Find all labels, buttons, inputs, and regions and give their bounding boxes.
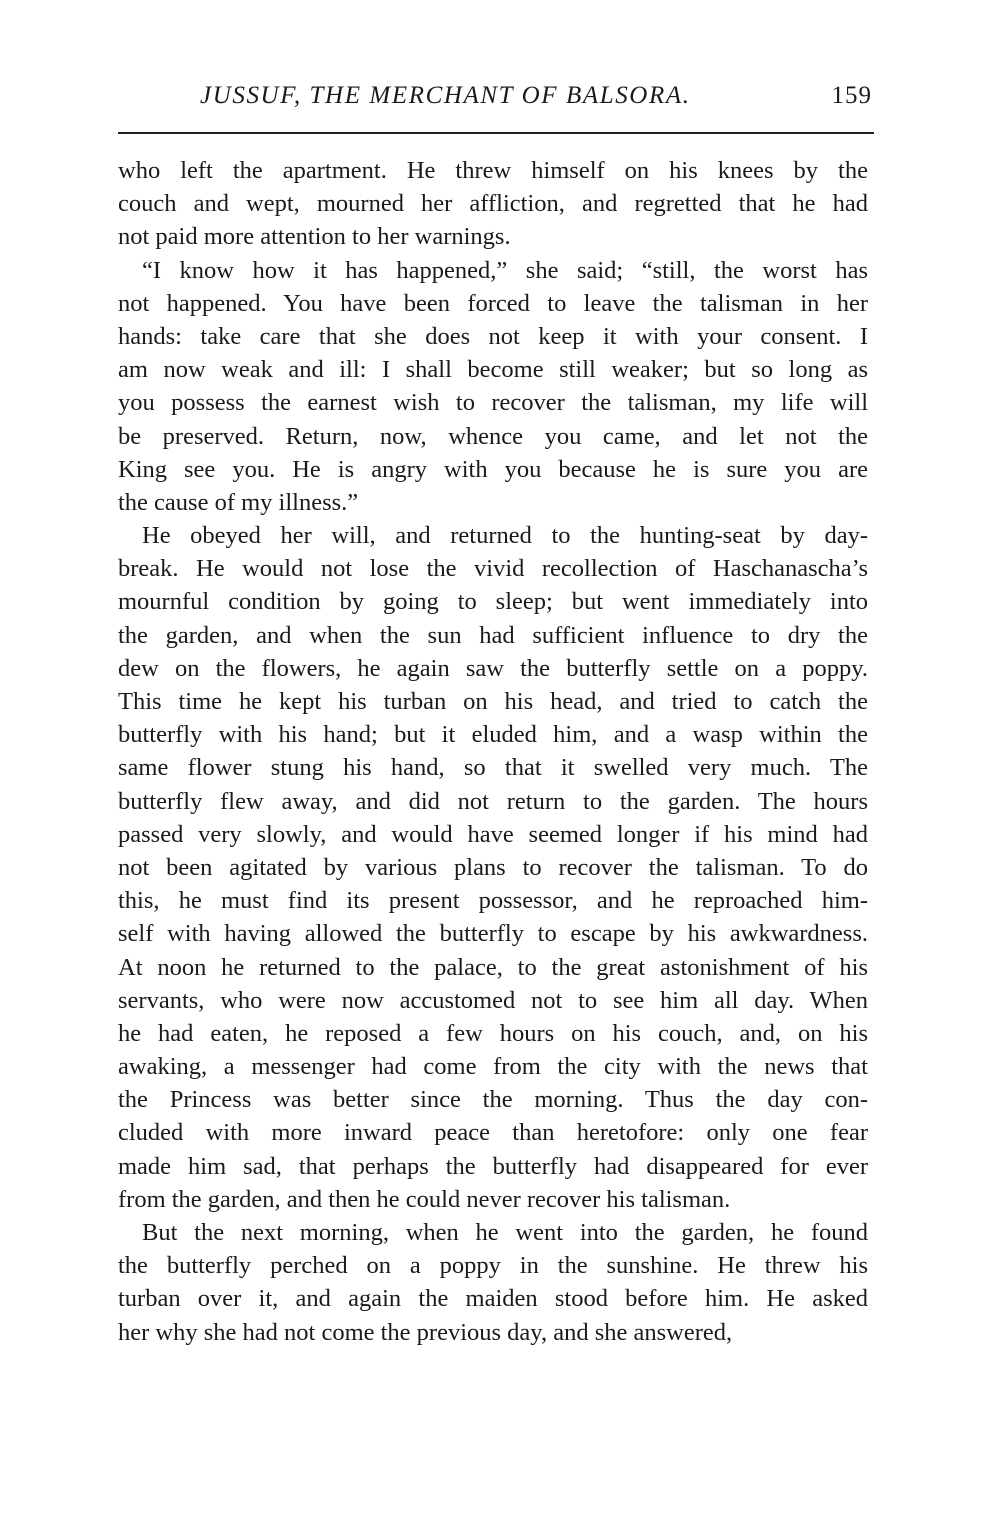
text-line: from the garden, and then he could never recover his talisman. — [118, 1185, 731, 1213]
text-line: turban over it, and again the maiden stood before him. He asked — [118, 1285, 868, 1313]
text-line: this, he must find its present possessor, and he reproached him- — [118, 887, 868, 915]
text-line: servants, who were now accustomed not to see him all day. When — [118, 986, 868, 1014]
paragraph — [118, 254, 868, 520]
text-line: he had eaten, he reposed a few hours on his couch, and, on his — [118, 1019, 868, 1047]
text-line: This time he kept his turban on his head, and tried to catch the — [118, 688, 868, 715]
running-header — [118, 82, 876, 122]
text-line: cluded with more inward peace than heretofore: only one fear — [118, 1119, 868, 1147]
text-line: But the next morning, when he went into the garden, he found — [142, 1219, 868, 1246]
paragraph — [118, 1216, 868, 1349]
text-line: At noon he returned to the palace, to the great astonishment of his — [118, 953, 868, 981]
header-rule — [118, 132, 874, 134]
text-line: break. He would not lose the vivid recollection of Haschanascha’s — [118, 555, 868, 583]
text-line: made him sad, that perhaps the butterfly had disappeared for ever — [118, 1152, 868, 1180]
text-line: her why she had not come the previous day, and she answered, — [118, 1318, 733, 1346]
text-line: the Princess was better since the morning. Thus the day con- — [118, 1086, 868, 1114]
text-line: mournful condition by going to sleep; but went immediately into — [118, 588, 868, 616]
text-line: butterfly flew away, and did not return to the garden. The hours — [118, 787, 868, 815]
text-line: awaking, a messenger had come from the city with the news that — [118, 1053, 868, 1081]
text-line: the cause of my illness.” — [118, 488, 359, 516]
paragraph — [118, 154, 868, 254]
text-line: be preserved. Return, now, whence you came, and let not the — [118, 422, 868, 450]
text-line: passed very slowly, and would have seemed longer if his mind had — [118, 820, 868, 848]
text-line: self with having allowed the butterfly to escape by his awkwardness. — [118, 920, 868, 948]
text-line: dew on the flowers, he again saw the butterfly settle on a poppy. — [118, 654, 868, 682]
text-line: King see you. He is angry with you because he is sure you are — [118, 455, 868, 483]
text-line: hands: take care that she does not keep it with your consent. I — [118, 322, 868, 350]
paragraph — [118, 519, 868, 1216]
text-line: couch and wept, mourned her affliction, and regretted that he had — [118, 190, 868, 218]
page-number: 159 — [831, 82, 872, 109]
text-line: am now weak and ill: I shall become still weaker; but so long as — [118, 356, 868, 384]
text-line: He obeyed her will, and returned to the hunting-seat by day- — [142, 522, 868, 550]
text-line: not paid more attention to her warnings. — [118, 223, 511, 251]
text-line: “I know how it has happened,” she said; “still, the worst has — [142, 256, 868, 284]
text-line: the butterfly perched on a poppy in the sunshine. He threw his — [118, 1252, 868, 1280]
text-line: butterfly with his hand; but it eluded him, and a wasp within the — [118, 721, 868, 749]
text-line: the garden, and when the sun had sufficient influence to dry the — [118, 621, 868, 649]
text-line: you possess the earnest wish to recover the talisman, my life will — [118, 389, 868, 417]
text-line: who left the apartment. He threw himself on his knees by the — [118, 157, 868, 184]
text-line: same flower stung his hand, so that it swelled very much. The — [118, 754, 868, 782]
text-line: not been agitated by various plans to recover the talisman. To do — [118, 853, 868, 881]
body-text — [118, 154, 868, 1349]
text-line: not happened. You have been forced to leave the talisman in her — [118, 289, 868, 317]
running-title: JUSSUF, THE MERCHANT OF BALSORA. — [200, 82, 691, 109]
